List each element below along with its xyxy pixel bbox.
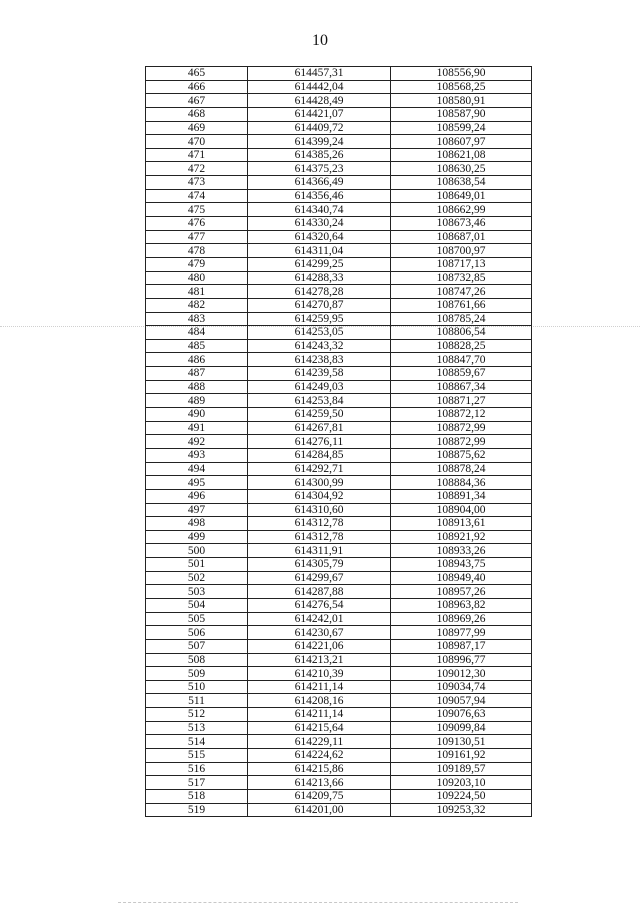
point-number-cell: 477 bbox=[146, 230, 248, 244]
x-coordinate-cell: 614249,03 bbox=[248, 380, 391, 394]
table-row bbox=[146, 448, 532, 462]
table-row bbox=[146, 435, 532, 449]
coordinates-table-body bbox=[146, 67, 532, 817]
table-row bbox=[146, 517, 532, 531]
point-number-cell: 519 bbox=[146, 803, 248, 817]
table-row bbox=[146, 339, 532, 353]
table-row bbox=[146, 626, 532, 640]
x-coordinate-cell: 614267,81 bbox=[248, 421, 391, 435]
table-row bbox=[146, 285, 532, 299]
y-coordinate-cell: 108884,36 bbox=[391, 476, 532, 490]
page-number: 10 bbox=[312, 32, 328, 49]
y-coordinate-cell: 108872,99 bbox=[391, 435, 532, 449]
point-number-cell: 473 bbox=[146, 176, 248, 190]
y-coordinate-cell: 108996,77 bbox=[391, 653, 532, 667]
x-coordinate-cell: 614375,23 bbox=[248, 162, 391, 176]
y-coordinate-cell: 108957,26 bbox=[391, 585, 532, 599]
table-row bbox=[146, 667, 532, 681]
y-coordinate-cell: 108977,99 bbox=[391, 626, 532, 640]
x-coordinate-cell: 614428,49 bbox=[248, 94, 391, 108]
y-coordinate-cell: 109076,63 bbox=[391, 708, 532, 722]
y-coordinate-cell: 108987,17 bbox=[391, 639, 532, 653]
point-number-cell: 500 bbox=[146, 544, 248, 558]
table-row bbox=[146, 353, 532, 367]
x-coordinate-cell: 614210,39 bbox=[248, 667, 391, 681]
point-number-cell: 486 bbox=[146, 353, 248, 367]
point-number-cell: 510 bbox=[146, 680, 248, 694]
point-number-cell: 494 bbox=[146, 462, 248, 476]
x-coordinate-cell: 614288,33 bbox=[248, 271, 391, 285]
table-row bbox=[146, 408, 532, 422]
table-row bbox=[146, 176, 532, 190]
point-number-cell: 481 bbox=[146, 285, 248, 299]
point-number-cell: 498 bbox=[146, 517, 248, 531]
point-number-cell: 488 bbox=[146, 380, 248, 394]
y-coordinate-cell: 108747,26 bbox=[391, 285, 532, 299]
x-coordinate-cell: 614385,26 bbox=[248, 148, 391, 162]
point-number-cell: 503 bbox=[146, 585, 248, 599]
y-coordinate-cell: 108949,40 bbox=[391, 571, 532, 585]
x-coordinate-cell: 614259,95 bbox=[248, 312, 391, 326]
point-number-cell: 485 bbox=[146, 339, 248, 353]
point-number-cell: 476 bbox=[146, 217, 248, 231]
x-coordinate-cell: 614243,32 bbox=[248, 339, 391, 353]
x-coordinate-cell: 614209,75 bbox=[248, 789, 391, 803]
table-row bbox=[146, 121, 532, 135]
table-row bbox=[146, 680, 532, 694]
table-row bbox=[146, 312, 532, 326]
table-row bbox=[146, 803, 532, 817]
x-coordinate-cell: 614215,64 bbox=[248, 721, 391, 735]
y-coordinate-cell: 108859,67 bbox=[391, 367, 532, 381]
x-coordinate-cell: 614211,14 bbox=[248, 680, 391, 694]
table-row bbox=[146, 598, 532, 612]
point-number-cell: 471 bbox=[146, 148, 248, 162]
point-number-cell: 505 bbox=[146, 612, 248, 626]
y-coordinate-cell: 108687,01 bbox=[391, 230, 532, 244]
x-coordinate-cell: 614292,71 bbox=[248, 462, 391, 476]
table-row bbox=[146, 244, 532, 258]
coordinates-table bbox=[145, 66, 532, 817]
x-coordinate-cell: 614320,64 bbox=[248, 230, 391, 244]
y-coordinate-cell: 108891,34 bbox=[391, 489, 532, 503]
point-number-cell: 468 bbox=[146, 107, 248, 121]
y-coordinate-cell: 108607,97 bbox=[391, 135, 532, 149]
x-coordinate-cell: 614312,78 bbox=[248, 530, 391, 544]
table-row bbox=[146, 694, 532, 708]
point-number-cell: 514 bbox=[146, 735, 248, 749]
table-row bbox=[146, 544, 532, 558]
point-number-cell: 484 bbox=[146, 326, 248, 340]
table-row bbox=[146, 298, 532, 312]
table-row bbox=[146, 749, 532, 763]
y-coordinate-cell: 109099,84 bbox=[391, 721, 532, 735]
y-coordinate-cell: 108761,66 bbox=[391, 298, 532, 312]
point-number-cell: 496 bbox=[146, 489, 248, 503]
point-number-cell: 466 bbox=[146, 80, 248, 94]
y-coordinate-cell: 108828,25 bbox=[391, 339, 532, 353]
point-number-cell: 502 bbox=[146, 571, 248, 585]
point-number-cell: 501 bbox=[146, 558, 248, 572]
x-coordinate-cell: 614356,46 bbox=[248, 189, 391, 203]
point-number-cell: 475 bbox=[146, 203, 248, 217]
x-coordinate-cell: 614442,04 bbox=[248, 80, 391, 94]
y-coordinate-cell: 108969,26 bbox=[391, 612, 532, 626]
y-coordinate-cell: 108872,99 bbox=[391, 421, 532, 435]
x-coordinate-cell: 614253,05 bbox=[248, 326, 391, 340]
x-coordinate-cell: 614421,07 bbox=[248, 107, 391, 121]
point-number-cell: 518 bbox=[146, 789, 248, 803]
x-coordinate-cell: 614399,24 bbox=[248, 135, 391, 149]
point-number-cell: 472 bbox=[146, 162, 248, 176]
x-coordinate-cell: 614311,04 bbox=[248, 244, 391, 258]
x-coordinate-cell: 614208,16 bbox=[248, 694, 391, 708]
y-coordinate-cell: 108717,13 bbox=[391, 257, 532, 271]
x-coordinate-cell: 614259,50 bbox=[248, 408, 391, 422]
table-row bbox=[146, 257, 532, 271]
y-coordinate-cell: 108599,24 bbox=[391, 121, 532, 135]
y-coordinate-cell: 108875,62 bbox=[391, 448, 532, 462]
table-row bbox=[146, 476, 532, 490]
table-row bbox=[146, 612, 532, 626]
x-coordinate-cell: 614304,92 bbox=[248, 489, 391, 503]
point-number-cell: 515 bbox=[146, 749, 248, 763]
point-number-cell: 512 bbox=[146, 708, 248, 722]
x-coordinate-cell: 614310,60 bbox=[248, 503, 391, 517]
y-coordinate-cell: 108662,99 bbox=[391, 203, 532, 217]
y-coordinate-cell: 108649,01 bbox=[391, 189, 532, 203]
point-number-cell: 504 bbox=[146, 598, 248, 612]
y-coordinate-cell: 108673,46 bbox=[391, 217, 532, 231]
point-number-cell: 499 bbox=[146, 530, 248, 544]
table-row bbox=[146, 776, 532, 790]
y-coordinate-cell: 108872,12 bbox=[391, 408, 532, 422]
y-coordinate-cell: 109057,94 bbox=[391, 694, 532, 708]
y-coordinate-cell: 108568,25 bbox=[391, 80, 532, 94]
x-coordinate-cell: 614276,11 bbox=[248, 435, 391, 449]
y-coordinate-cell: 109253,32 bbox=[391, 803, 532, 817]
x-coordinate-cell: 614215,86 bbox=[248, 762, 391, 776]
y-coordinate-cell: 108904,00 bbox=[391, 503, 532, 517]
y-coordinate-cell: 108638,54 bbox=[391, 176, 532, 190]
table-row bbox=[146, 503, 532, 517]
x-coordinate-cell: 614213,66 bbox=[248, 776, 391, 790]
x-coordinate-cell: 614330,24 bbox=[248, 217, 391, 231]
point-number-cell: 491 bbox=[146, 421, 248, 435]
point-number-cell: 469 bbox=[146, 121, 248, 135]
table-row bbox=[146, 203, 532, 217]
point-number-cell: 474 bbox=[146, 189, 248, 203]
point-number-cell: 517 bbox=[146, 776, 248, 790]
table-row bbox=[146, 789, 532, 803]
point-number-cell: 490 bbox=[146, 408, 248, 422]
x-coordinate-cell: 614276,54 bbox=[248, 598, 391, 612]
x-coordinate-cell: 614239,58 bbox=[248, 367, 391, 381]
x-coordinate-cell: 614299,25 bbox=[248, 257, 391, 271]
x-coordinate-cell: 614238,83 bbox=[248, 353, 391, 367]
y-coordinate-cell: 109034,74 bbox=[391, 680, 532, 694]
table-row bbox=[146, 735, 532, 749]
point-number-cell: 478 bbox=[146, 244, 248, 258]
y-coordinate-cell: 108806,54 bbox=[391, 326, 532, 340]
y-coordinate-cell: 108732,85 bbox=[391, 271, 532, 285]
point-number-cell: 497 bbox=[146, 503, 248, 517]
point-number-cell: 480 bbox=[146, 271, 248, 285]
y-coordinate-cell: 108878,24 bbox=[391, 462, 532, 476]
y-coordinate-cell: 108785,24 bbox=[391, 312, 532, 326]
point-number-cell: 482 bbox=[146, 298, 248, 312]
table-row bbox=[146, 67, 532, 81]
point-number-cell: 470 bbox=[146, 135, 248, 149]
point-number-cell: 479 bbox=[146, 257, 248, 271]
x-coordinate-cell: 614457,31 bbox=[248, 67, 391, 81]
x-coordinate-cell: 614299,67 bbox=[248, 571, 391, 585]
y-coordinate-cell: 109203,10 bbox=[391, 776, 532, 790]
y-coordinate-cell: 109130,51 bbox=[391, 735, 532, 749]
x-coordinate-cell: 614213,21 bbox=[248, 653, 391, 667]
table-row bbox=[146, 367, 532, 381]
x-coordinate-cell: 614340,74 bbox=[248, 203, 391, 217]
table-row bbox=[146, 558, 532, 572]
y-coordinate-cell: 108700,97 bbox=[391, 244, 532, 258]
scan-bottom-edge bbox=[118, 902, 518, 904]
x-coordinate-cell: 614221,06 bbox=[248, 639, 391, 653]
point-number-cell: 495 bbox=[146, 476, 248, 490]
table-row bbox=[146, 94, 532, 108]
y-coordinate-cell: 108621,08 bbox=[391, 148, 532, 162]
point-number-cell: 493 bbox=[146, 448, 248, 462]
point-number-cell: 508 bbox=[146, 653, 248, 667]
x-coordinate-cell: 614201,00 bbox=[248, 803, 391, 817]
y-coordinate-cell: 108933,26 bbox=[391, 544, 532, 558]
x-coordinate-cell: 614311,91 bbox=[248, 544, 391, 558]
table-row bbox=[146, 326, 532, 340]
point-number-cell: 511 bbox=[146, 694, 248, 708]
point-number-cell: 516 bbox=[146, 762, 248, 776]
point-number-cell: 506 bbox=[146, 626, 248, 640]
y-coordinate-cell: 108587,90 bbox=[391, 107, 532, 121]
table-row bbox=[146, 148, 532, 162]
point-number-cell: 487 bbox=[146, 367, 248, 381]
y-coordinate-cell: 108921,92 bbox=[391, 530, 532, 544]
y-coordinate-cell: 109012,30 bbox=[391, 667, 532, 681]
y-coordinate-cell: 108556,90 bbox=[391, 67, 532, 81]
point-number-cell: 509 bbox=[146, 667, 248, 681]
table-row bbox=[146, 530, 532, 544]
x-coordinate-cell: 614224,62 bbox=[248, 749, 391, 763]
x-coordinate-cell: 614300,99 bbox=[248, 476, 391, 490]
table-row bbox=[146, 721, 532, 735]
table-row bbox=[146, 394, 532, 408]
y-coordinate-cell: 109189,57 bbox=[391, 762, 532, 776]
table-row bbox=[146, 162, 532, 176]
table-row bbox=[146, 462, 532, 476]
table-row bbox=[146, 421, 532, 435]
x-coordinate-cell: 614211,14 bbox=[248, 708, 391, 722]
x-coordinate-cell: 614409,72 bbox=[248, 121, 391, 135]
table-row bbox=[146, 80, 532, 94]
y-coordinate-cell: 108580,91 bbox=[391, 94, 532, 108]
x-coordinate-cell: 614287,88 bbox=[248, 585, 391, 599]
x-coordinate-cell: 614305,79 bbox=[248, 558, 391, 572]
table-row bbox=[146, 230, 532, 244]
table-row bbox=[146, 571, 532, 585]
y-coordinate-cell: 108943,75 bbox=[391, 558, 532, 572]
x-coordinate-cell: 614278,28 bbox=[248, 285, 391, 299]
x-coordinate-cell: 614230,67 bbox=[248, 626, 391, 640]
table-row bbox=[146, 489, 532, 503]
x-coordinate-cell: 614366,49 bbox=[248, 176, 391, 190]
y-coordinate-cell: 108963,82 bbox=[391, 598, 532, 612]
table-row bbox=[146, 762, 532, 776]
table-row bbox=[146, 653, 532, 667]
x-coordinate-cell: 614229,11 bbox=[248, 735, 391, 749]
x-coordinate-cell: 614253,84 bbox=[248, 394, 391, 408]
point-number-cell: 507 bbox=[146, 639, 248, 653]
table-row bbox=[146, 380, 532, 394]
point-number-cell: 483 bbox=[146, 312, 248, 326]
y-coordinate-cell: 108867,34 bbox=[391, 380, 532, 394]
table-row bbox=[146, 217, 532, 231]
x-coordinate-cell: 614270,87 bbox=[248, 298, 391, 312]
table-row bbox=[146, 585, 532, 599]
y-coordinate-cell: 109224,50 bbox=[391, 789, 532, 803]
table-row bbox=[146, 107, 532, 121]
table-row bbox=[146, 271, 532, 285]
point-number-cell: 492 bbox=[146, 435, 248, 449]
point-number-cell: 465 bbox=[146, 67, 248, 81]
point-number-cell: 489 bbox=[146, 394, 248, 408]
x-coordinate-cell: 614312,78 bbox=[248, 517, 391, 531]
point-number-cell: 467 bbox=[146, 94, 248, 108]
y-coordinate-cell: 109161,92 bbox=[391, 749, 532, 763]
y-coordinate-cell: 108913,61 bbox=[391, 517, 532, 531]
y-coordinate-cell: 108847,70 bbox=[391, 353, 532, 367]
table-row bbox=[146, 639, 532, 653]
table-row bbox=[146, 708, 532, 722]
y-coordinate-cell: 108630,25 bbox=[391, 162, 532, 176]
x-coordinate-cell: 614242,01 bbox=[248, 612, 391, 626]
table-row bbox=[146, 135, 532, 149]
point-number-cell: 513 bbox=[146, 721, 248, 735]
table-row bbox=[146, 189, 532, 203]
y-coordinate-cell: 108871,27 bbox=[391, 394, 532, 408]
x-coordinate-cell: 614284,85 bbox=[248, 448, 391, 462]
